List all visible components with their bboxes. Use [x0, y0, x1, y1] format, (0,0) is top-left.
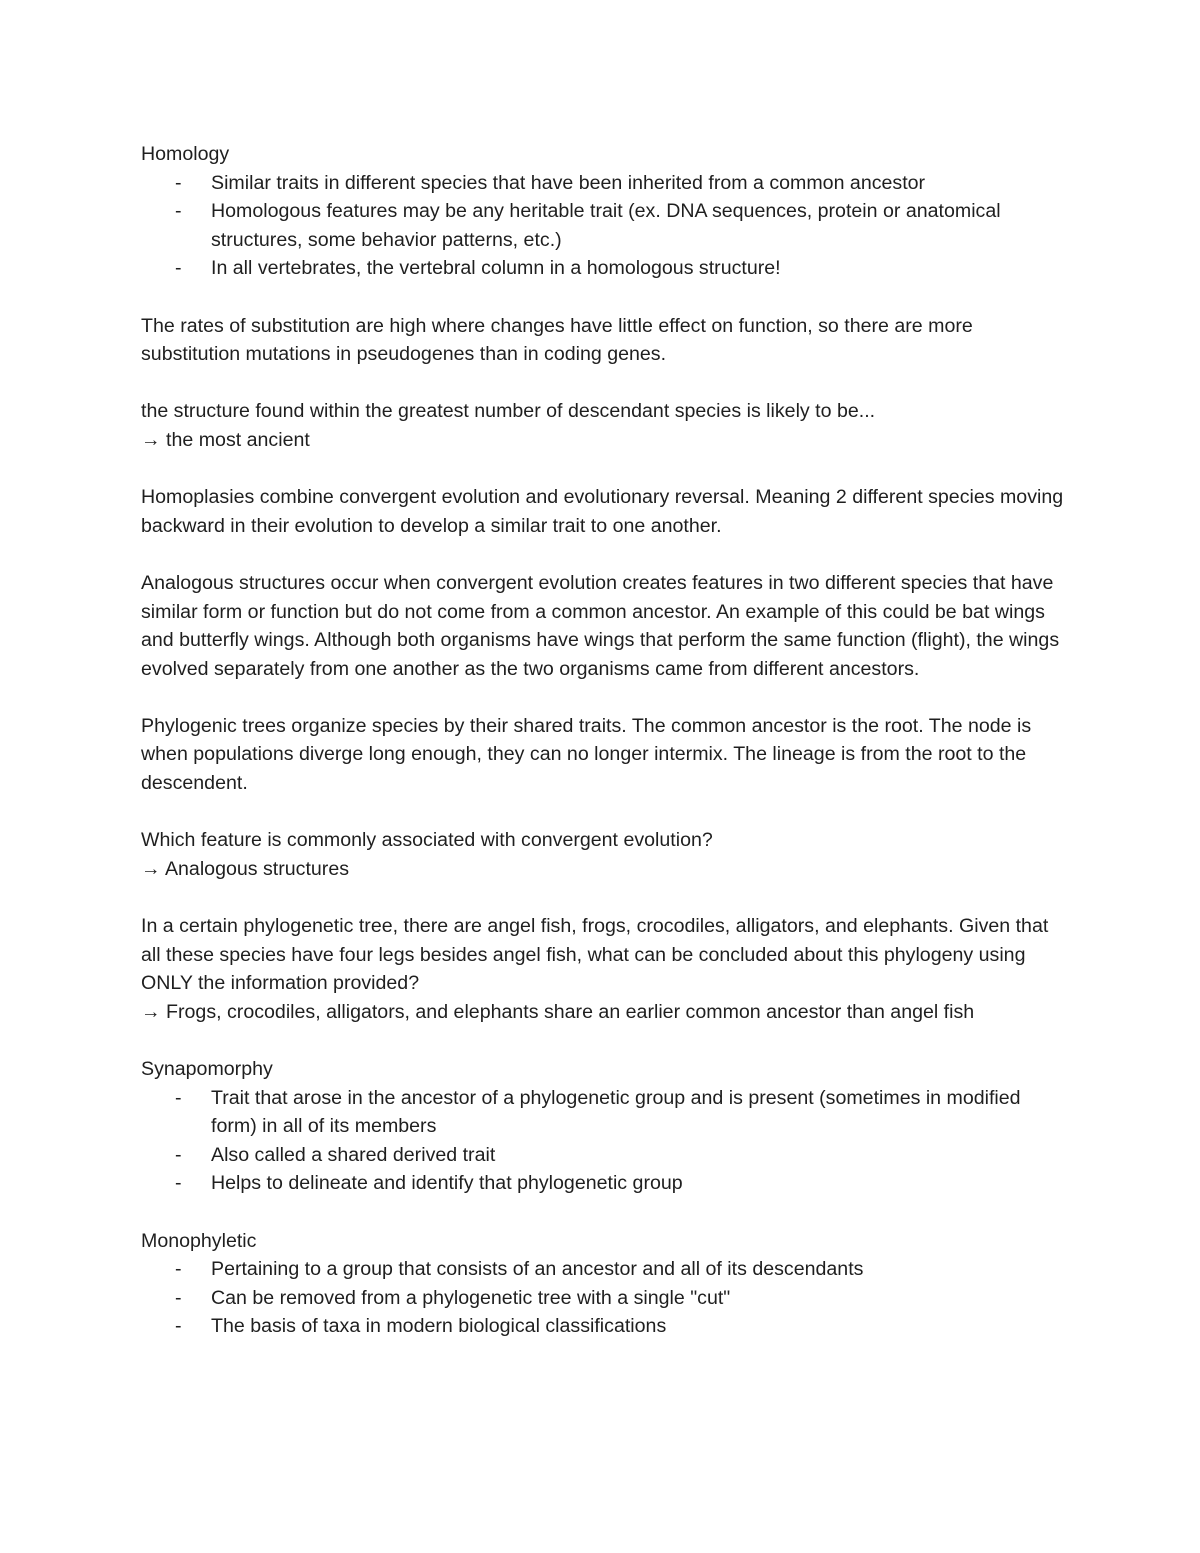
- list-item: - In all vertebrates, the vertebral column in a homologous structure!: [211, 254, 1071, 283]
- homology-heading: Homology: [141, 143, 230, 165]
- synapomorphy-section: [141, 1055, 1071, 1198]
- synapomorphy-list: [141, 1084, 1071, 1198]
- phylogenic-paragraph: Phylogenic trees organize species by their shared traits. The common ancestor is the root. The node is when populations diverge long enough, they can no longer intermix. The lineage is from the root to the descendent.: [141, 714, 1032, 795]
- document-page: [141, 140, 1071, 1341]
- list-item: - Similar traits in different species that have been inherited from a common ancestor: [211, 169, 1071, 198]
- homology-list: [141, 169, 1071, 283]
- ancient-answer: → the most ancient: [141, 428, 310, 451]
- list-item: - Also called a shared derived trait: [211, 1141, 1071, 1170]
- convergent-question: Which feature is commonly associated with convergent evolution?: [141, 829, 713, 852]
- tree-question: In a certain phylogenetic tree, there are angel fish, frogs, crocodiles, alligators, and elephants. Given that all these species have four legs besides angel fish, what can be concluded about this phylogeny using ONLY the information provided?: [141, 915, 1049, 995]
- monophyletic-list: [141, 1255, 1071, 1341]
- list-item: - Pertaining to a group that consists of an ancestor and all of its descendants: [211, 1255, 1071, 1284]
- list-item: - Trait that arose in the ancestor of a phylogenetic group and is present (sometimes in modified form) in all of its members: [211, 1084, 1071, 1141]
- list-item: - Homologous features may be any heritable trait (ex. DNA sequences, protein or anatomical structures, some behavior patterns, etc.): [211, 197, 1071, 254]
- list-item: - Helps to delineate and identify that phylogenetic group: [211, 1169, 1071, 1198]
- ancient-question: the structure found within the greatest number of descendant species is likely to be...: [141, 400, 876, 423]
- synapomorphy-heading: Synapomorphy: [141, 1058, 273, 1080]
- monophyletic-section: [141, 1227, 1071, 1341]
- homology-section: [141, 140, 1071, 283]
- analogous-paragraph: Analogous structures occur when convergent evolution creates features in two different species that have similar form or function but do not come from a common ancestor. An example of this could be bat wings and butterfly wings. Although both organisms have wings that perform the same function (flight), the wings evolved separately from one another as the two organisms came from different ancestors.: [141, 571, 1060, 680]
- monophyletic-heading: Monophyletic: [141, 1229, 257, 1252]
- list-item: - The basis of taxa in modern biological classifications: [211, 1312, 1071, 1341]
- substitution-paragraph: The rates of substitution are high where changes have little effect on function, so there are more substitution mutations in pseudogenes than in coding genes.: [141, 314, 973, 366]
- tree-answer: → Frogs, crocodiles, alligators, and elephants share an earlier common ancestor than angel fish: [141, 1000, 975, 1023]
- homoplasies-paragraph: Homoplasies combine convergent evolution and evolutionary reversal. Meaning 2 different species moving backward in their evolution to develop a similar trait to one another.: [141, 486, 1064, 537]
- convergent-answer: → Analogous structures: [141, 857, 350, 880]
- list-item: - Can be removed from a phylogenetic tree with a single "cut": [211, 1284, 1071, 1313]
